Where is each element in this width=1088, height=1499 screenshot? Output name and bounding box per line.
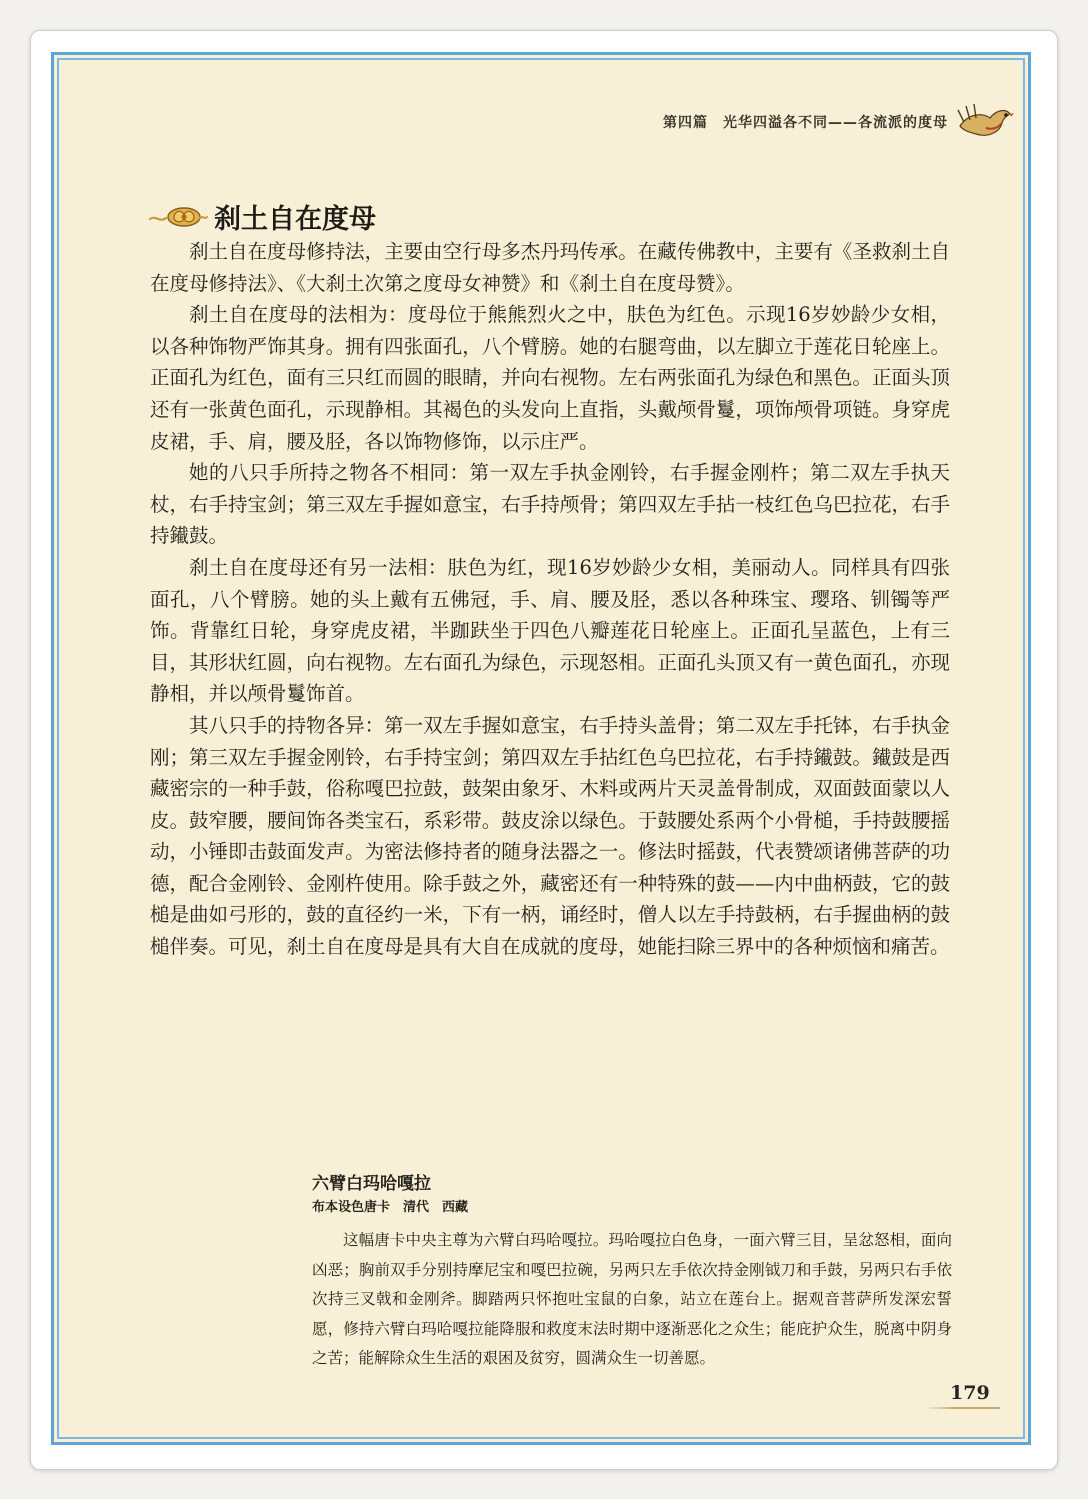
paragraph: 刹土自在度母还有另一法相：肤色为红，现16岁妙龄少女相，美丽动人。同样具有四张面孔，八个臂膀。她的头上戴有五佛冠，手、肩、腰及胫，悉以各种珠宝、璎珞、钏镯等严饰。背靠红日轮，身穿虎皮裙，半跏趺坐于四色八瓣莲花日轮座上。正面孔呈蓝色，上有三目，其形状红圆，向右视物。左右面孔为绿色，示现怒相。正面孔头顶又有一黄色面孔，亦现静相，并以颅骨鬘饰首。	[150, 555, 950, 706]
image-caption	[312, 1172, 952, 1374]
page-number: 179	[950, 1382, 990, 1404]
paragraph: 刹土自在度母的法相为：度母位于熊熊烈火之中，肤色为红色。示现16岁妙龄少女相，以各种饰物严饰其身。拥有四张面孔，八个臂膀。她的右腿弯曲，以左脚立于莲花日轮座上。正面孔为红色，面有三只红而圆的眼睛，并向右视物。左右两张面孔为绿色和黑色。正面头顶还有一张黄色面孔，示现静相。其褐色的头发向上直指，头戴颅骨鬘，项饰颅骨项链。身穿虎皮裙，手、肩，腰及胫，各以饰物修饰，以示庄严。	[150, 303, 950, 453]
section-heading	[148, 196, 376, 236]
bird-ornament-icon	[956, 100, 1014, 144]
caption-text: 这幅唐卡中央主尊为六臂白玛哈嘎拉。玛哈嘎拉白色身，一面六臂三目，呈忿怒相，面向凶恶；胸前双手分别持摩尼宝和嘎巴拉碗，另两只左手依次持金刚钺刀和手鼓，另两只右手依次持三叉戟和金刚斧。脚踏两只怀抱吐宝鼠的白象，站立在莲台上。据观音菩萨所发深宏誓愿，修持六臂白玛哈嘎拉能降服和救度末法时期中逐渐恶化之众生；能庇护众生，脱离中阴身之苦；能解除众生生活的艰困及贫穷，圆满众生一切善愿。	[312, 1231, 952, 1367]
page-number-rule	[925, 1407, 1000, 1409]
paragraph: 刹土自在度母修持法，主要由空行母多杰丹玛传承。在藏传佛教中，主要有《圣救刹土自在度母修持法》、《大刹土次第之度母女神赞》和《刹土自在度母赞》。	[150, 240, 950, 295]
caption-subtitle: 布本设色唐卡 清代 西藏	[312, 1200, 469, 1215]
body-text	[150, 236, 950, 963]
paragraph: 其八只手的持物各异：第一双左手握如意宝，右手持头盖骨；第二双左手托钵，右手执金刚；第三双左手握金刚铃，右手持宝剑；第四双左手拈红色乌巴拉花，右手持䥫鼓。䥫鼓是西藏密宗的一种手鼓，俗称嘎巴拉鼓，鼓架由象牙、木料或两片天灵盖骨制成，双面鼓面蒙以人皮。鼓窄腰，腰间饰各类宝石，系彩带。鼓皮涂以绿色。于鼓腰处系两个小骨槌，手持鼓腰摇动，小锤即击鼓面发声。为密法修持者的随身法器之一。修法时摇鼓，代表赞颂诸佛菩萨的功德，配合金刚铃、金刚杵使用。除手鼓之外，藏密还有一种特殊的鼓——内中曲柄鼓，它的鼓槌是曲如弓形的，鼓的直径约一米，下有一柄，诵经时，僧人以左手持鼓柄，右手握曲柄的鼓槌伴奏。可见，刹土自在度母是具有大自在成就的度母，她能扫除三界中的各种烦恼和痛苦。	[150, 713, 950, 959]
running-head: 第四篇 光华四溢各不同——各流派的度母	[663, 115, 948, 131]
auspicious-cloud-icon	[148, 201, 208, 231]
paragraph: 她的八只手所持之物各不相同：第一双左手执金刚铃，右手握金刚杵；第二双左手执天杖，右手持宝剑；第三双左手握如意宝，右手持颅骨；第四双左手拈一枝红色乌巴拉花，右手持䥫鼓。	[150, 461, 950, 548]
caption-title: 六臂白玛哈嘎拉	[312, 1174, 431, 1194]
section-title: 刹土自在度母	[214, 203, 376, 235]
